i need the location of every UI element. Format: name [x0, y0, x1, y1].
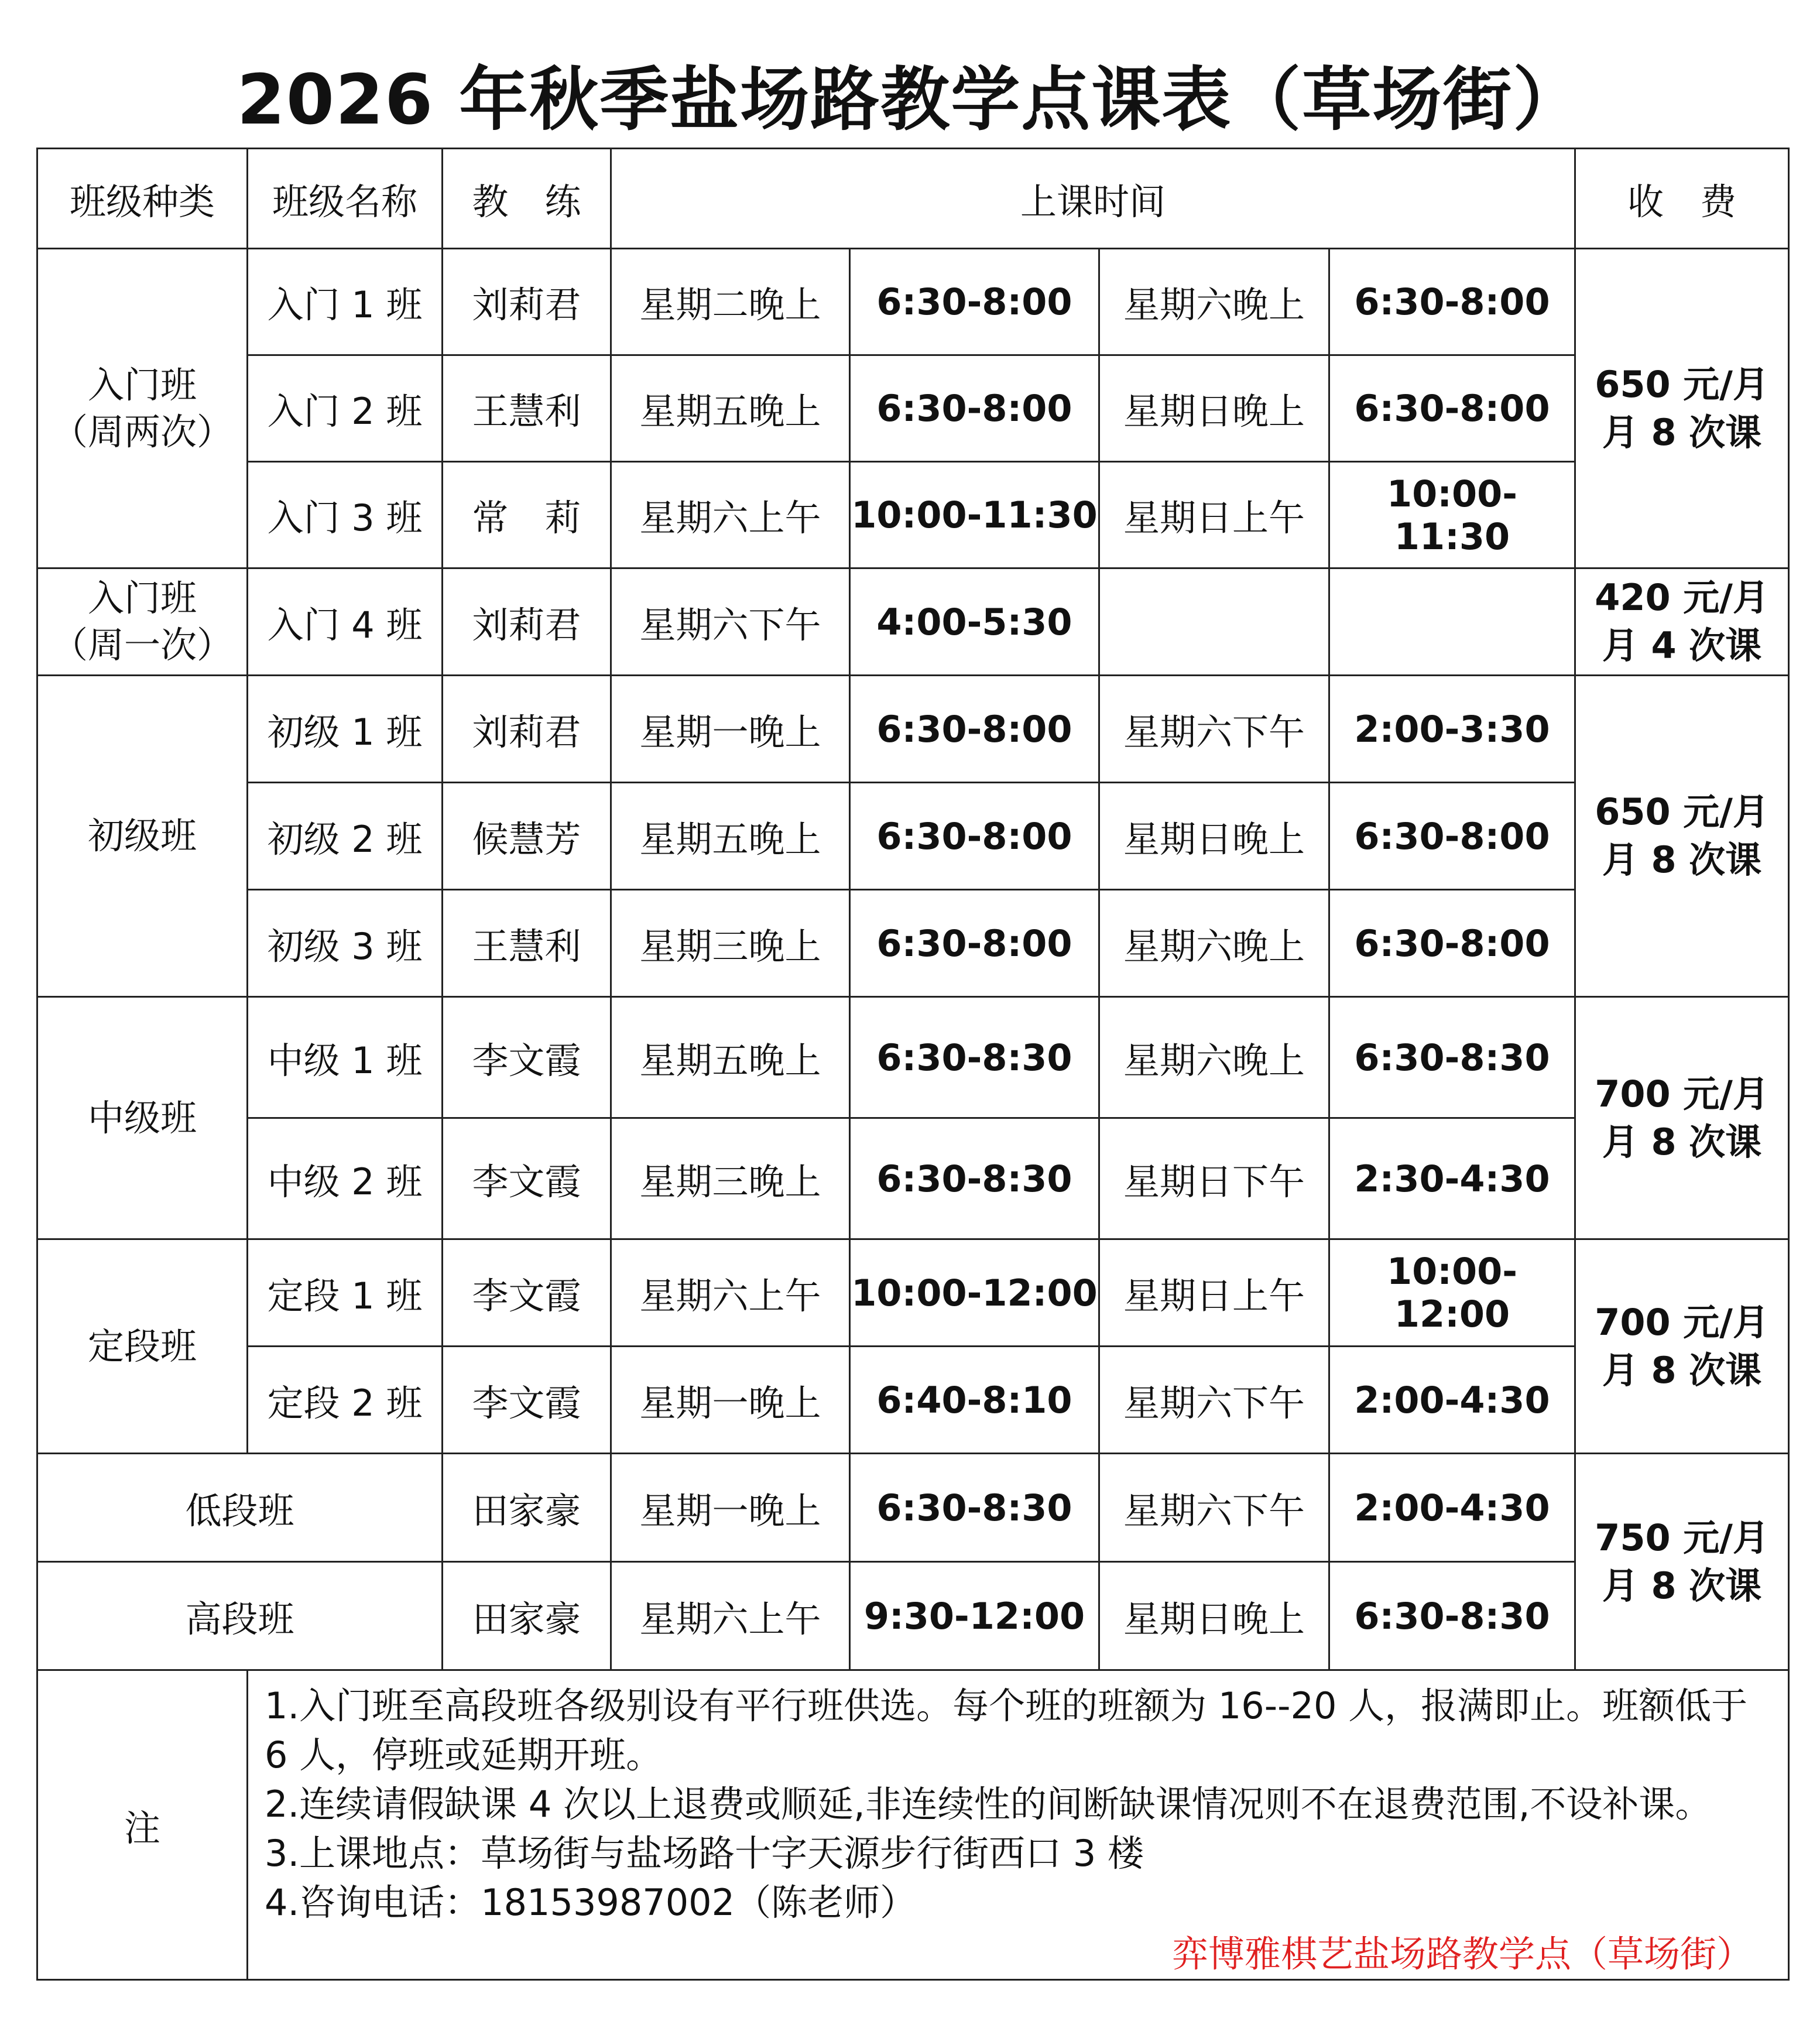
- day2-cell: 星期六下午: [1099, 676, 1329, 783]
- category-label: 定段班: [87, 1324, 197, 1368]
- time2-cell: 6:30-8:00: [1329, 355, 1575, 462]
- header-fee: 收 费: [1575, 149, 1789, 249]
- time2-cell: 6:30-8:30: [1329, 1562, 1575, 1670]
- class-name-cell: 入门 3 班: [248, 462, 443, 568]
- category-cell: [37, 997, 248, 1239]
- day1-cell: 星期六上午: [611, 462, 850, 568]
- time2-cell: [1329, 568, 1575, 676]
- day1-cell: 星期六下午: [611, 568, 850, 676]
- category-label: 中级班: [87, 1096, 197, 1139]
- category-cell: [37, 676, 248, 997]
- category-frequency: （周两次）: [51, 410, 233, 453]
- day2-cell: [1099, 568, 1329, 676]
- fee-cell: [1575, 997, 1789, 1239]
- class-name-cell: 低段班: [37, 1454, 443, 1562]
- header-category: 班级种类: [37, 149, 248, 249]
- table-row: [37, 249, 1789, 355]
- class-name-cell: 初级 3 班: [248, 890, 443, 997]
- table-row: [37, 783, 1789, 890]
- time1-cell: 6:40-8:10: [850, 1347, 1099, 1454]
- category-label: 初级班: [87, 814, 197, 857]
- category-frequency: （周一次）: [51, 624, 233, 666]
- day1-cell: 星期五晚上: [611, 355, 850, 462]
- day1-cell: 星期五晚上: [611, 783, 850, 890]
- header-coach: 教 练: [443, 149, 611, 249]
- category-cell: [37, 1239, 248, 1454]
- day2-cell: 星期六下午: [1099, 1454, 1329, 1562]
- time1-cell: 6:30-8:30: [850, 997, 1099, 1118]
- coach-cell: 田家豪: [443, 1454, 611, 1562]
- day2-cell: 星期日晚上: [1099, 1562, 1329, 1670]
- fee-sessions: 月 8 次课: [1602, 1564, 1762, 1607]
- fee-price: 420 元/月: [1595, 576, 1769, 619]
- table-row: [37, 890, 1789, 997]
- note-line: 2.连续请假缺课 4 次以上退费或顺延,非连续性的间断缺课情况则不在退费范围,不设补课。: [265, 1783, 1712, 1825]
- time2-cell: 6:30-8:00: [1329, 890, 1575, 997]
- day2-cell: 星期日上午: [1099, 462, 1329, 568]
- coach-cell: 田家豪: [443, 1562, 611, 1670]
- notes-content: [248, 1670, 1789, 1980]
- coach-cell: 李文霞: [443, 1239, 611, 1347]
- day2-cell: 星期六下午: [1099, 1347, 1329, 1454]
- coach-cell: 李文霞: [443, 1347, 611, 1454]
- table-row: [37, 1118, 1789, 1239]
- day2-cell: 星期六晚上: [1099, 890, 1329, 997]
- time2-cell: 2:00-4:30: [1329, 1347, 1575, 1454]
- category-cell: [37, 568, 248, 676]
- time2-cell: 10:00-11:30: [1329, 462, 1575, 568]
- coach-cell: 刘莉君: [443, 676, 611, 783]
- organization-signature: 弈博雅棋艺盐场路教学点（草场街）: [1172, 1933, 1753, 1975]
- coach-cell: 刘莉君: [443, 568, 611, 676]
- time2-cell: 10:00-12:00: [1329, 1239, 1575, 1347]
- table-row: [37, 355, 1789, 462]
- fee-price: 650 元/月: [1595, 362, 1769, 406]
- category-label: 入门班: [87, 577, 197, 619]
- day1-cell: 星期三晚上: [611, 890, 850, 997]
- day2-cell: 星期日晚上: [1099, 355, 1329, 462]
- coach-cell: 李文霞: [443, 1118, 611, 1239]
- fee-sessions: 月 8 次课: [1602, 1348, 1762, 1392]
- fee-cell: [1575, 1239, 1789, 1454]
- table-row: [37, 568, 1789, 676]
- class-name-cell: 高段班: [37, 1562, 443, 1670]
- note-line: 4.咨询电话：18153987002（陈老师）: [265, 1881, 917, 1924]
- coach-cell: 常 莉: [443, 462, 611, 568]
- table-row: [37, 1562, 1789, 1670]
- coach-cell: 候慧芳: [443, 783, 611, 890]
- time2-cell: 6:30-8:00: [1329, 249, 1575, 355]
- header-time: 上课时间: [611, 149, 1575, 249]
- coach-cell: 李文霞: [443, 997, 611, 1118]
- fee-cell: [1575, 249, 1789, 568]
- class-name-cell: 初级 1 班: [248, 676, 443, 783]
- time1-cell: 6:30-8:00: [850, 890, 1099, 997]
- table-row: [37, 462, 1789, 568]
- time2-cell: 6:30-8:00: [1329, 783, 1575, 890]
- fee-cell: [1575, 676, 1789, 997]
- table-row: [37, 676, 1789, 783]
- notes-label: 注: [37, 1670, 248, 1980]
- category-cell: [37, 249, 248, 568]
- time1-cell: 6:30-8:00: [850, 676, 1099, 783]
- day1-cell: 星期一晚上: [611, 676, 850, 783]
- fee-cell: [1575, 1454, 1789, 1670]
- fee-price: 650 元/月: [1595, 790, 1769, 833]
- day1-cell: 星期二晚上: [611, 249, 850, 355]
- class-name-cell: 入门 1 班: [248, 249, 443, 355]
- coach-cell: 王慧利: [443, 355, 611, 462]
- fee-price: 700 元/月: [1595, 1300, 1769, 1344]
- table-row: [37, 997, 1789, 1118]
- day1-cell: 星期三晚上: [611, 1118, 850, 1239]
- day2-cell: 星期日下午: [1099, 1118, 1329, 1239]
- time2-cell: 2:00-3:30: [1329, 676, 1575, 783]
- coach-cell: 刘莉君: [443, 249, 611, 355]
- class-name-cell: 初级 2 班: [248, 783, 443, 890]
- coach-cell: 王慧利: [443, 890, 611, 997]
- header-row: [37, 149, 1789, 249]
- class-name-cell: 定段 1 班: [248, 1239, 443, 1347]
- class-name-cell: 中级 2 班: [248, 1118, 443, 1239]
- day2-cell: 星期日晚上: [1099, 783, 1329, 890]
- header-class-name: 班级名称: [248, 149, 443, 249]
- time1-cell: 9:30-12:00: [850, 1562, 1099, 1670]
- note-line: 3.上课地点：草场街与盐场路十字天源步行街西口 3 楼: [265, 1832, 1144, 1875]
- time1-cell: 6:30-8:00: [850, 355, 1099, 462]
- table-row: [37, 1347, 1789, 1454]
- note-line: 1.入门班至高段班各级别设有平行班供选。每个班的班额为 16--20 人，报满即止。班额低于 6 人，停班或延期开班。: [265, 1684, 1748, 1776]
- day1-cell: 星期六上午: [611, 1562, 850, 1670]
- fee-sessions: 月 8 次课: [1602, 1120, 1762, 1163]
- time2-cell: 2:00-4:30: [1329, 1454, 1575, 1562]
- day2-cell: 星期六晚上: [1099, 997, 1329, 1118]
- time1-cell: 6:30-8:00: [850, 783, 1099, 890]
- time1-cell: 10:00-12:00: [850, 1239, 1099, 1347]
- fee-price: 700 元/月: [1595, 1072, 1769, 1115]
- fee-sessions: 月 4 次课: [1602, 624, 1762, 667]
- fee-sessions: 月 8 次课: [1602, 410, 1762, 454]
- time1-cell: 6:30-8:30: [850, 1454, 1099, 1562]
- day1-cell: 星期一晚上: [611, 1454, 850, 1562]
- table-row: [37, 1239, 1789, 1347]
- class-name-cell: 定段 2 班: [248, 1347, 443, 1454]
- day2-cell: 星期六晚上: [1099, 249, 1329, 355]
- page-title: 2026 年秋季盐场路教学点课表（草场街）: [237, 59, 1583, 140]
- time1-cell: 10:00-11:30: [850, 462, 1099, 568]
- day2-cell: 星期日上午: [1099, 1239, 1329, 1347]
- fee-sessions: 月 8 次课: [1602, 838, 1762, 881]
- category-label: 入门班: [87, 363, 197, 406]
- time2-cell: 6:30-8:30: [1329, 997, 1575, 1118]
- time1-cell: 6:30-8:30: [850, 1118, 1099, 1239]
- day1-cell: 星期一晚上: [611, 1347, 850, 1454]
- table-row: [37, 1454, 1789, 1562]
- class-name-cell: 中级 1 班: [248, 997, 443, 1118]
- time2-cell: 2:30-4:30: [1329, 1118, 1575, 1239]
- schedule-table: [36, 148, 1790, 1981]
- class-name-cell: 入门 4 班: [248, 568, 443, 676]
- notes-row: [37, 1670, 1789, 1980]
- time1-cell: 4:00-5:30: [850, 568, 1099, 676]
- fee-cell: [1575, 568, 1789, 676]
- day1-cell: 星期五晚上: [611, 997, 850, 1118]
- day1-cell: 星期六上午: [611, 1239, 850, 1347]
- fee-price: 750 元/月: [1595, 1516, 1769, 1559]
- class-name-cell: 入门 2 班: [248, 355, 443, 462]
- time1-cell: 6:30-8:00: [850, 249, 1099, 355]
